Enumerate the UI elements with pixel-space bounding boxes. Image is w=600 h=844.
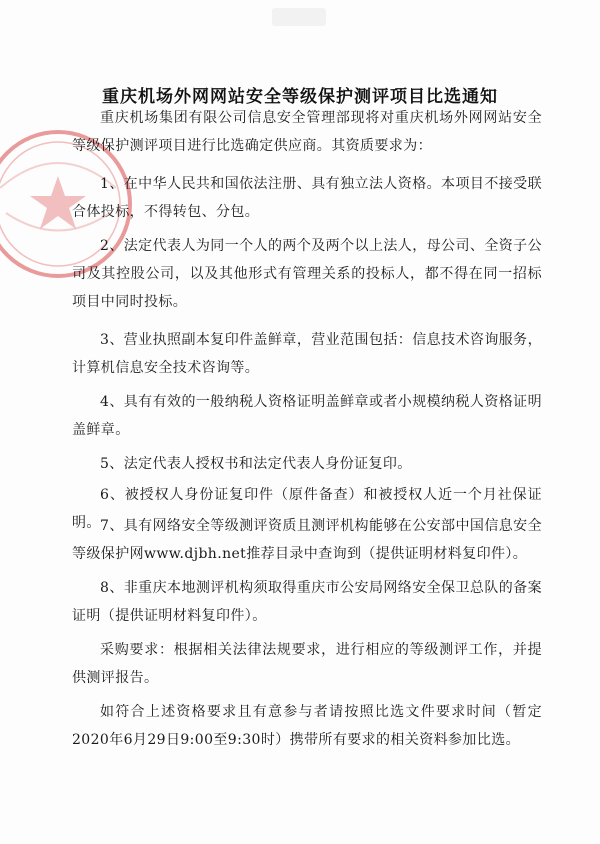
- requirement-3: 3、营业执照副本复印件盖鲜章，营业范围包括：信息技术咨询服务，计算机信息安全技术咨询等。: [72, 332, 542, 376]
- requirement-4: 4、具有有效的一般纳税人资格证明盖鲜章或者小规模纳税人资格证明盖鲜章。: [72, 394, 542, 438]
- intro-paragraph: 重庆机场集团有限公司信息安全管理部现将对重庆机场外网网站安全等级保护测评项目进行比选确定供应商。其资质要求为：: [72, 110, 542, 154]
- requirement-5: 5、法定代表人授权书和法定代表人身份证复印。: [100, 456, 412, 472]
- requirement-8: 8、非重庆本地测评机构须取得重庆市公安局网络安全保卫总队的备案证明（提供证明材料复印件）。: [72, 580, 542, 624]
- requirement-6: 6、被授权人身份证复印件（原件备查）和被授权人近一个月社保证明。: [72, 487, 542, 531]
- top-faint-mark: [272, 8, 326, 26]
- requirement-1: 1、在中华人民共和国依法注册、具有独立法人资格。本项目不接受联合体投标，不得转包、分包。: [72, 176, 542, 220]
- requirement-7: 7、具有网络安全等级测评资质且测评机构能够在公安部中国信息安全等级保护网www.djbh.net推荐目录中查询到（提供证明材料复印件）。: [72, 518, 542, 562]
- procurement-requirement: 采购要求：根据相关法律法规要求，进行相应的等级测评工作，并提供测评报告。: [72, 642, 542, 686]
- requirement-2: 2、法定代表人为同一个人的两个及两个以上法人，母公司、全资子公司及其控股公司，以及其他形式有管理关系的投标人，都不得在同一招标项目中同时投标。: [72, 238, 542, 310]
- closing-paragraph: 如符合上述资格要求且有意参与者请按照比选文件要求时间（暂定2020年6月29日9:00至9:30时）携带所有要求的相关资料参加比选。: [72, 704, 542, 748]
- document-title: 重庆机场外网网站安全等级保护测评项目比选通知: [102, 87, 498, 107]
